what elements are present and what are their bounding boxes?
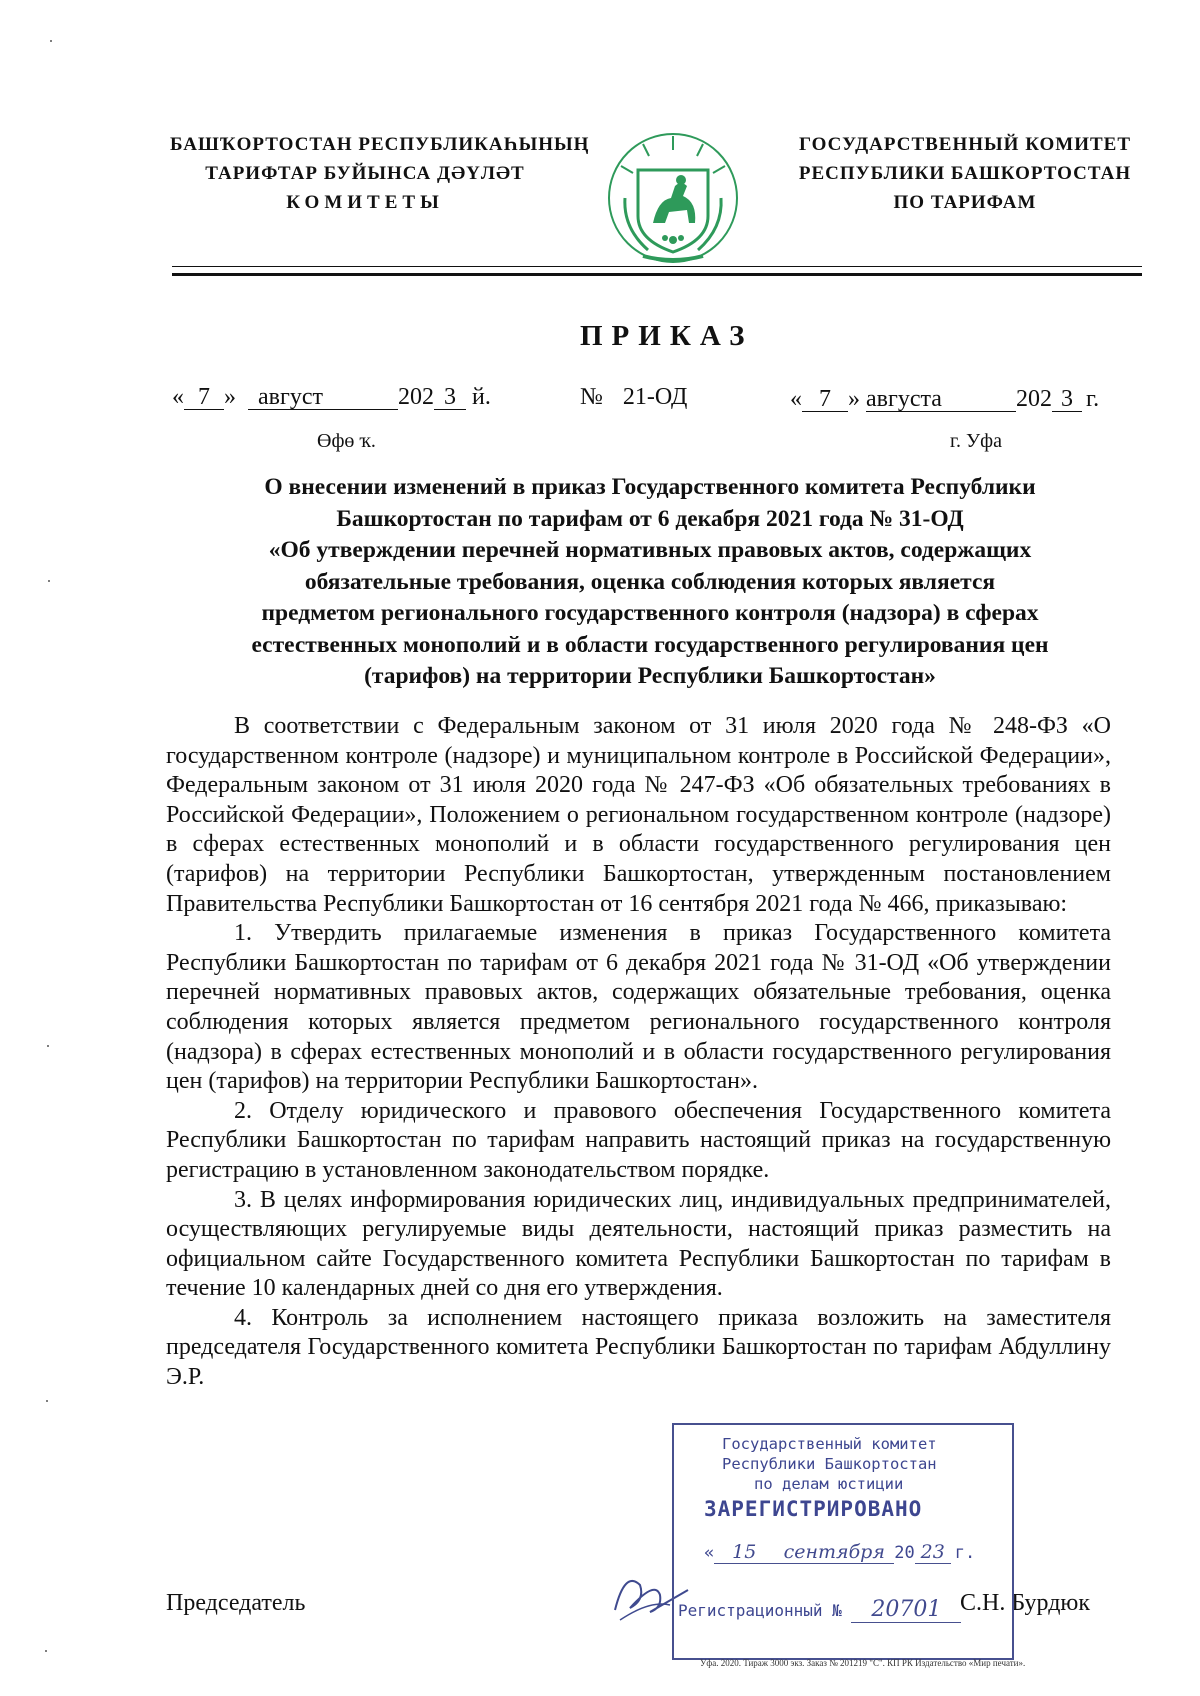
date-left-year-suffix: 3	[434, 385, 466, 410]
signature-name: С.Н. Бурдюк	[960, 1590, 1091, 1616]
date-right-suffix: г.	[1086, 386, 1100, 412]
header-right-line: РЕСПУБЛИКИ БАШКОРТОСТАН	[798, 163, 1132, 184]
order-number-value: 21-ОД	[622, 384, 688, 410]
date-left-close-quote: »	[224, 384, 236, 410]
subject-line: О внесении изменений в приказ Государственного комитета Республики	[264, 474, 1036, 500]
header-rule-thick	[172, 273, 1142, 276]
scan-speck	[45, 1650, 47, 1652]
emblem-icon	[603, 128, 743, 268]
date-right-year-suffix: 3	[1052, 387, 1082, 412]
subject-line: предметом регионального государственного контроля (надзора) в сферах	[261, 600, 1039, 626]
date-left	[172, 384, 491, 411]
stamp-date	[704, 1541, 975, 1564]
stamp-date-year: 23	[915, 1541, 951, 1564]
date-right	[790, 386, 1099, 413]
header-right-line: ГОСУДАРСТВЕННЫЙ КОМИТЕТ	[798, 134, 1132, 155]
header-left-block	[170, 130, 590, 217]
body-paragraph-preamble: В соответствии с Федеральным законом от 31 июля 2020 года № 248-ФЗ «О государственном контроле (надзоре) и муниципальном контроле в Российской Федерации», Федеральным законом от 31 июля 2020 года № 247-ФЗ «Об обязательных требованиях в Российской Федерации», Положением о региональном государственном контроле (надзоре) в сферах естественных монополий и в области государственного регулирования цен (тарифов) на территории Республики Башкортостан, утвержденным постановлением Правительства Республики Башкортостан от 16 сентября 2021 года № 466, приказываю:	[166, 713, 1111, 917]
date-left-day: 7	[184, 385, 224, 410]
stamp-line-3: по делам юстиции	[754, 1475, 904, 1493]
stamp-reg-number	[678, 1597, 961, 1623]
stamp-line-2: Республики Башкортостан	[722, 1455, 937, 1473]
header-left-line: ТАРИФТАР БУЙЫНСА ДӘҮЛӘТ	[205, 163, 525, 184]
stamp-date-open: «	[704, 1543, 715, 1563]
subject-line: обязательные требования, оценка соблюдения которых является	[304, 568, 996, 595]
date-right-day: 7	[802, 387, 848, 412]
stamp-date-suffix: г.	[954, 1543, 976, 1563]
stamp-date-month: сентября	[774, 1541, 894, 1564]
order-number	[580, 384, 687, 411]
stamp-reg-value: 20701	[851, 1597, 961, 1623]
stamp-date-year-prefix: 20	[894, 1543, 915, 1563]
body-paragraph-item-1: 1. Утвердить прилагаемые изменения в приказ Государственного комитета Республики Башкортостан по тарифам от 6 декабря 2021 года № 31-ОД «Об утверждении перечней нормативных правовых актов, содержащих обязательные требования, оценка соблюдения которых является предметом регионального государственного контроля (надзора) в сферах естественных монополий и в области государственного регулирования цен (тарифов) на территории Республики Башкортостан».	[166, 920, 1111, 1095]
stamp-date-day: 15	[714, 1541, 774, 1564]
body-paragraph-item-4: 4. Контроль за исполнением настоящего приказа возложить на заместителя председателя Государственного комитета Республики Башкортостан по тарифам Абдуллину Э.Р.	[166, 1304, 1111, 1391]
scan-speck	[50, 40, 52, 42]
document-title: ПРИКАЗ	[580, 320, 754, 352]
scan-speck	[46, 1400, 48, 1402]
signature-position: Председатель	[166, 1590, 306, 1616]
city-right: г. Уфа	[950, 430, 1002, 452]
date-right-month: августа	[866, 387, 1016, 412]
stamp-registered: ЗАРЕГИСТРИРОВАНО	[704, 1497, 923, 1521]
subject-line: естественных монополий и в области государственного регулирования цен	[251, 631, 1049, 658]
registration-stamp	[672, 1423, 1014, 1660]
header-rule-thin	[172, 266, 1142, 267]
scan-speck	[48, 580, 50, 582]
order-number-sign: №	[580, 384, 603, 410]
header-left-line: КОМИТЕТЫ	[286, 192, 444, 213]
date-left-suffix: й.	[472, 384, 491, 410]
scan-speck	[47, 1045, 49, 1047]
date-left-year-prefix: 202	[398, 384, 434, 410]
date-left-open-quote: «	[172, 384, 184, 410]
header-right-block	[770, 130, 1160, 217]
header-left-line: БАШҠОРТОСТАН РЕСПУБЛИКАҺЫНЫҢ	[170, 134, 590, 155]
stamp-reg-label: Регистрационный №	[678, 1601, 842, 1620]
body-paragraph-item-2: 2. Отделу юридического и правового обеспечения Государственного комитета Республики Башкортостан по тарифам направить настоящий приказ на государственную регистрацию в установленном законодательством порядке.	[166, 1097, 1111, 1183]
order-subject	[150, 472, 1150, 693]
emblem-logo	[603, 128, 743, 268]
date-right-year-prefix: 202	[1016, 386, 1052, 412]
body-paragraph-item-3: 3. В целях информирования юридических лиц, индивидуальных предпринимателей, осуществляющих регулируемые виды деятельности, настоящий приказ разместить на официальном сайте Государственного комитета Республики Башкортостан по тарифам в течение 10 календарных дней со дня его утверждения.	[166, 1186, 1111, 1302]
date-right-close-quote: »	[848, 386, 860, 412]
date-right-open-quote: «	[790, 386, 802, 412]
subject-line: (тарифов) на территории Республики Башкортостан»	[364, 663, 936, 689]
subject-line: «Об утверждении перечней нормативных правовых актов, содержащих	[268, 537, 1032, 563]
city-left: Өфө ҡ.	[317, 430, 376, 452]
order-body	[166, 712, 1111, 1393]
print-imprint: Уфа. 2020. Тираж 3000 экз. Заказ № 201219 "С". КП РК Издательство «Мир печати».	[700, 1658, 1026, 1668]
subject-line: Башкортостан по тарифам от 6 декабря 2021 года № 31-ОД	[336, 505, 964, 532]
date-left-month: август	[248, 385, 398, 410]
stamp-line-1: Государственный комитет	[722, 1435, 937, 1453]
header-right-line: ПО ТАРИФАМ	[893, 192, 1037, 213]
